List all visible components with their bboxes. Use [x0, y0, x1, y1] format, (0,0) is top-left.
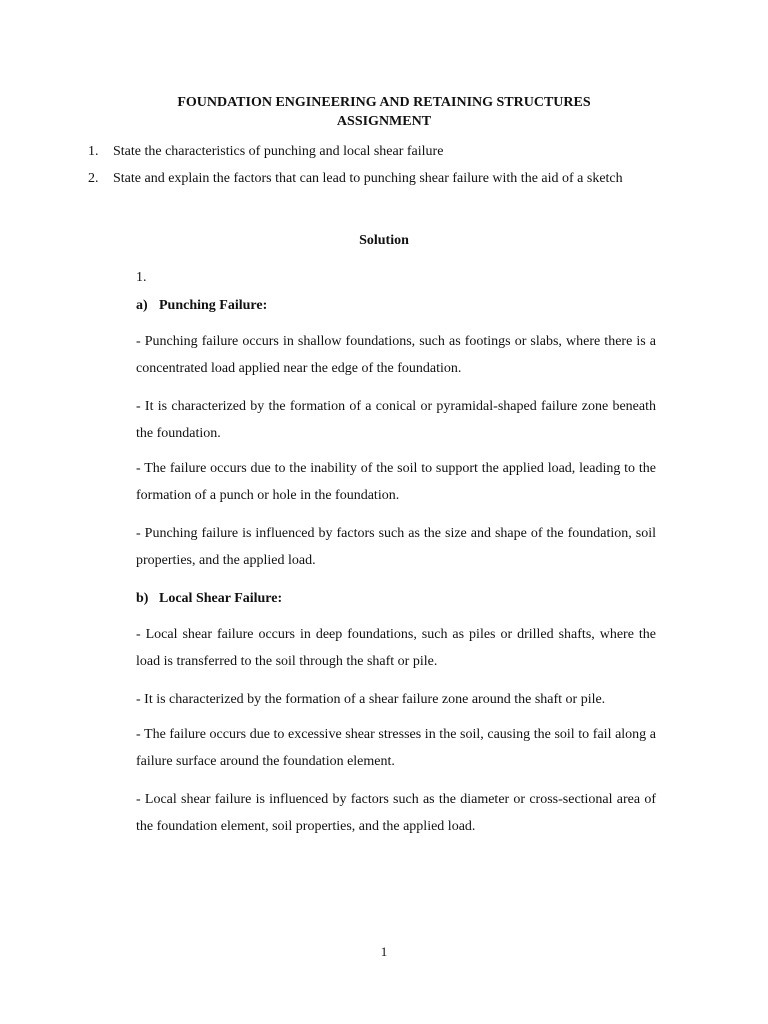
section-heading-punching	[136, 296, 656, 316]
paragraph: - Local shear failure is influenced by factors such as the diameter or cross-sectional area of the foundation element, soil properties, and the applied load.	[136, 792, 656, 834]
section-label: a)	[136, 298, 148, 313]
section-label: b)	[136, 591, 149, 606]
question-text: State the characteristics of punching and local shear failure	[113, 144, 444, 159]
document-subtitle: ASSIGNMENT	[336, 114, 432, 129]
question-1	[88, 138, 668, 165]
section-title: Local Shear Failure:	[159, 591, 283, 606]
section-title: Punching Failure:	[159, 298, 268, 313]
question-number: 1.	[88, 144, 99, 159]
paragraph: - It is characterized by the formation of a shear failure zone around the shaft or pile.	[136, 692, 606, 707]
answer-number: 1.	[136, 270, 147, 285]
question-2	[88, 165, 668, 192]
paragraph: - Local shear failure occurs in deep foundations, such as piles or drilled shafts, where the load is transferred to the soil through the shaft or pile.	[136, 627, 656, 669]
paragraph: - Punching failure is influenced by factors such as the size and shape of the foundation, soil properties, and the applied load.	[136, 526, 656, 568]
paragraph: - Punching failure occurs in shallow foundations, such as footings or slabs, where there is a concentrated load applied near the edge of the foundation.	[136, 334, 656, 376]
section-heading-local-shear	[136, 589, 656, 609]
page-number: 1	[380, 944, 388, 959]
document-title: FOUNDATION ENGINEERING AND RETAINING STRUCTURES	[177, 95, 591, 110]
paragraph: - The failure occurs due to excessive shear stresses in the soil, causing the soil to fail along a failure surface around the foundation element.	[136, 727, 656, 769]
question-number: 2.	[88, 171, 99, 186]
paragraph: - The failure occurs due to the inability of the soil to support the applied load, leading to the formation of a punch or hole in the foundation.	[136, 461, 656, 503]
question-text: State and explain the factors that can lead to punching shear failure with the aid of a sketch	[113, 171, 623, 186]
paragraph: - It is characterized by the formation of a conical or pyramidal-shaped failure zone beneath the foundation.	[136, 399, 656, 441]
solution-heading: Solution	[359, 233, 409, 248]
